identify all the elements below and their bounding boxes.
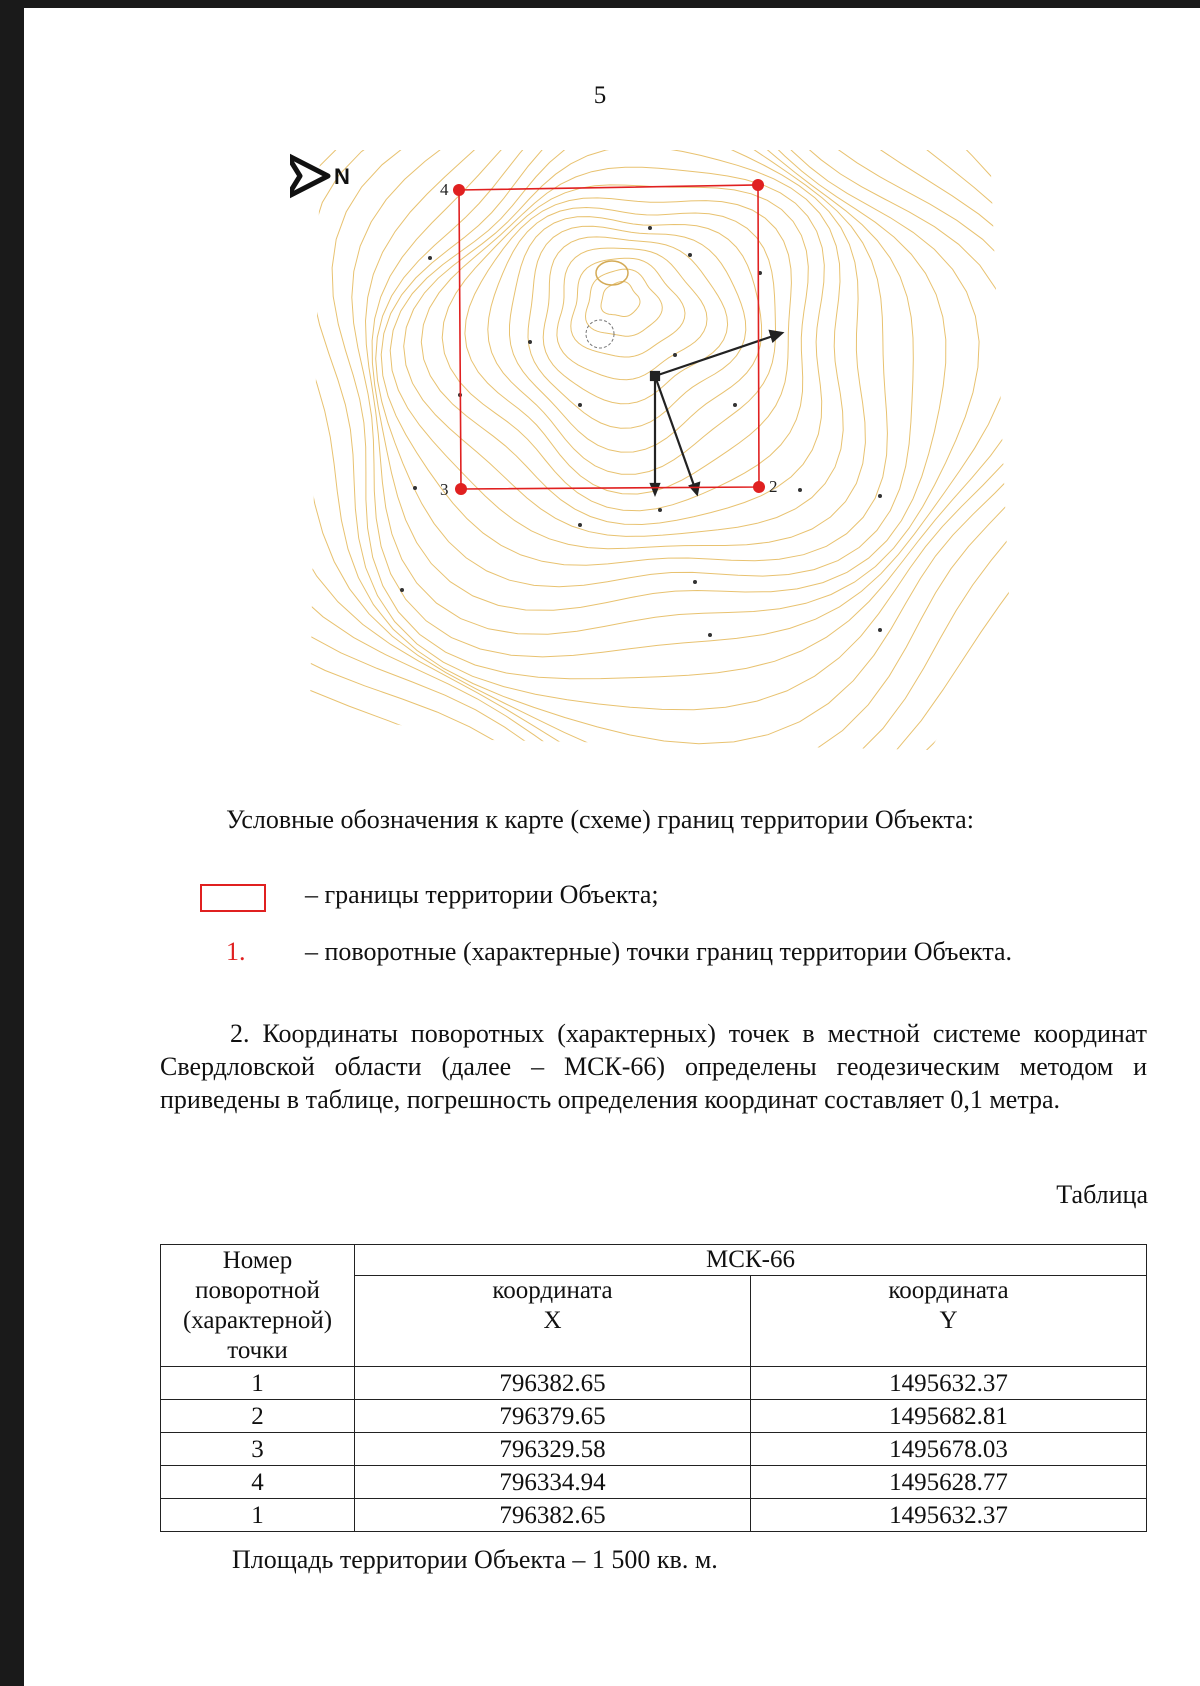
contour-line [290, 150, 1010, 790]
header-x-axis: X [543, 1307, 562, 1334]
map-summit [586, 261, 628, 348]
contour-line [586, 269, 663, 336]
contour-line [601, 282, 640, 317]
contour-line [528, 226, 746, 428]
cell-y: 1495678.03 [751, 1433, 1147, 1466]
north-letter: N [334, 164, 350, 189]
contour-line [376, 150, 914, 587]
topographic-map [290, 150, 1010, 790]
cell-point: 4 [161, 1466, 355, 1499]
page-number: 5 [593, 82, 607, 109]
cell-x: 796329.58 [355, 1433, 751, 1466]
contour-line [290, 150, 1010, 790]
cell-y: 1495628.77 [751, 1466, 1147, 1499]
map-spot-heights [400, 226, 882, 637]
cell-x: 796382.65 [355, 1499, 751, 1532]
legend-item-text: – границы территории Объекта; [305, 880, 659, 909]
cell-point: 2 [161, 1400, 355, 1433]
contour-line [352, 150, 1010, 657]
contour-line [290, 150, 1010, 790]
cell-x: 796382.65 [355, 1367, 751, 1400]
contour-line [290, 150, 1010, 790]
cell-y: 1495682.81 [751, 1400, 1147, 1433]
cell-y: 1495632.37 [751, 1367, 1147, 1400]
header-x-label: координата [492, 1277, 613, 1304]
contour-line [290, 150, 1010, 790]
scan-edge-top [0, 0, 1200, 8]
contour-line [290, 150, 1010, 790]
contour-line [290, 150, 1010, 790]
boundary-legend-swatch [200, 884, 266, 912]
contour-line [290, 150, 1010, 775]
scan-edge-left [0, 0, 24, 1686]
table-row [161, 1433, 1147, 1466]
contour-line [381, 150, 887, 565]
cell-x: 796334.94 [355, 1466, 751, 1499]
contour-line [366, 150, 980, 634]
area-statement: Площадь территории Объекта – 1 500 кв. м. [232, 1545, 718, 1574]
contour-lines [290, 150, 1010, 790]
boundary-point-marker [455, 483, 467, 495]
legend-item-text: – поворотные (характерные) точки границ территории Объекта. [305, 937, 1013, 966]
boundary-point-marker [453, 184, 465, 196]
legend-point-symbol: 1. [226, 937, 246, 966]
cell-point: 1 [161, 1499, 355, 1532]
contour-line [290, 150, 1010, 790]
legend-title: Условные обозначения к карте (схеме) границ территории Объекта: [226, 805, 974, 834]
table-row [161, 1400, 1147, 1433]
table-row [161, 1466, 1147, 1499]
coordinates-paragraph: 2. Координаты поворотных (характерных) точек в местной системе координат Свердловской области (далее – МСК-66) определены геодезическим методом и приведены в таблице, погрешность определения координат составляет 0,1 метра. [160, 1019, 1147, 1114]
table-row [161, 1367, 1147, 1400]
header-y-label: координата [888, 1277, 1009, 1304]
header-y-axis: Y [939, 1307, 958, 1334]
map-canvas [290, 150, 1010, 790]
contour-line [290, 150, 1010, 790]
contour-line [421, 167, 824, 524]
cell-y: 1495632.37 [751, 1499, 1147, 1532]
table-caption: Таблица [1056, 1180, 1148, 1209]
north-arrow [290, 155, 350, 197]
boundary-point-label: 2 [769, 477, 778, 496]
map-vectors [651, 331, 782, 494]
cell-point: 1 [161, 1367, 355, 1400]
boundary-point-marker [753, 481, 765, 493]
coordinates-table [160, 1244, 1147, 1532]
header-y [751, 1276, 1147, 1367]
cell-x: 796379.65 [355, 1400, 751, 1433]
header-x [355, 1276, 751, 1367]
header-point-number: Номер поворотной (характерной) точки [161, 1245, 355, 1367]
contour-line [290, 150, 1010, 790]
header-coordinate-system: МСК-66 [355, 1245, 1147, 1276]
table-row [161, 1499, 1147, 1532]
boundary-point-label: 4 [440, 180, 449, 199]
contour-line [290, 150, 1010, 790]
cell-point: 3 [161, 1433, 355, 1466]
boundary-point-marker [752, 179, 764, 191]
table-header-row [161, 1245, 1147, 1276]
north-arrow-icon [290, 155, 328, 197]
boundary-point-label: 3 [440, 480, 449, 499]
contour-line [290, 150, 1010, 790]
